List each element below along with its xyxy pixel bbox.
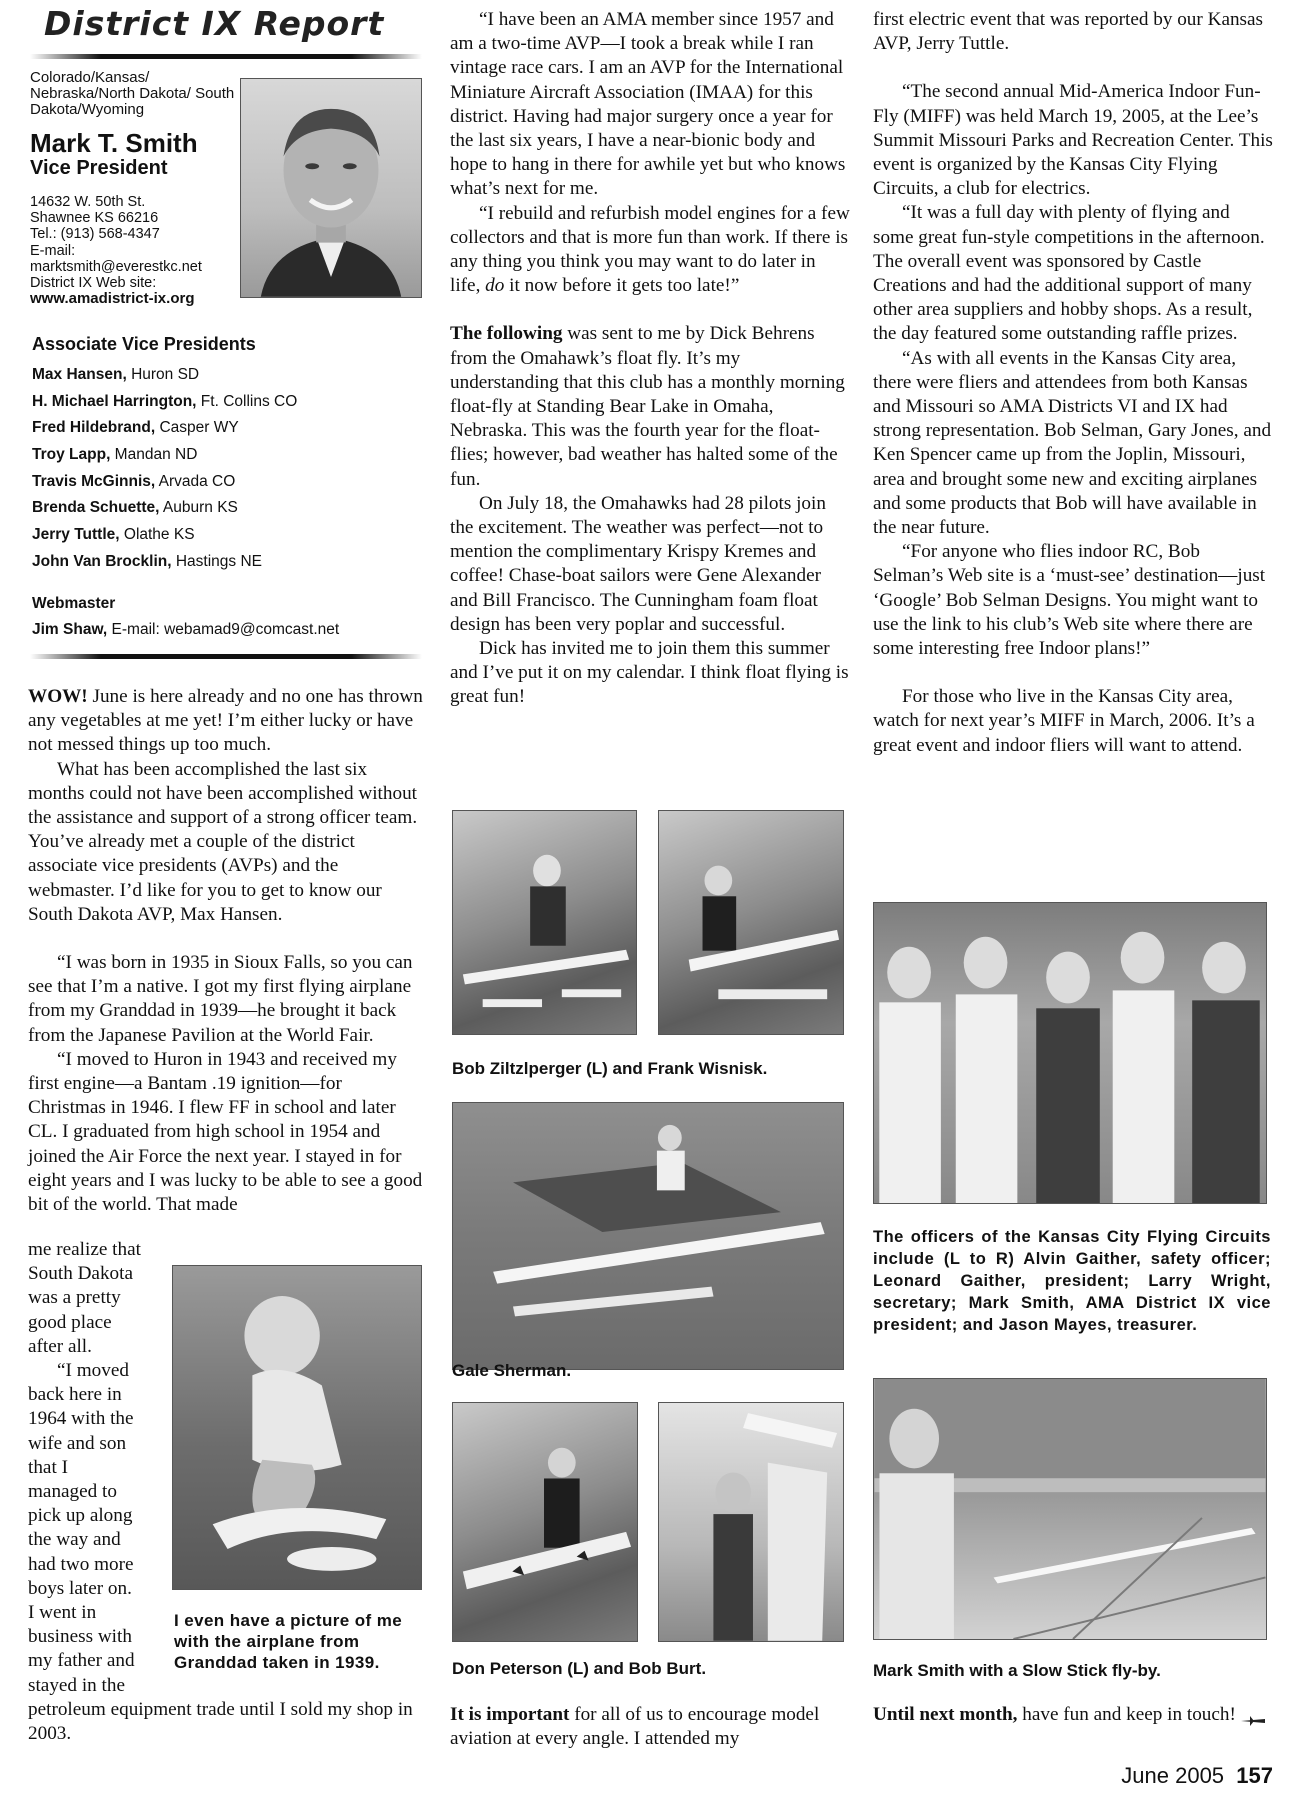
line: had two more xyxy=(28,1553,134,1575)
avp-item: Fred Hildebrand, Casper WY xyxy=(32,419,239,437)
biplane-illustration xyxy=(453,1403,637,1641)
paragraph: “It was a full day with plenty of flying and some great fun-style competitions in the afternoon. The overall event was sponsored by Castle Creations and had the additional support of many other area suppliers and hobby shops. As a result, the day featured some outstanding raffle prizes. xyxy=(873,202,1265,345)
paragraph: What has been accomplished the last six months could not have been accomplished without the assistance and support of a strong officer team. You’ve already met a couple of the district associate vice presidents (AVPs) and the webmaster. I’d like for you to get to know our South Dakota AVP, Max Hansen. xyxy=(28,758,418,925)
line: wife and son xyxy=(28,1432,127,1454)
avp-item: Max Hansen, Huron SD xyxy=(32,366,200,383)
avp-item: Troy Lapp, Mandan ND xyxy=(32,446,198,464)
paragraph: WOW! June is here already and no one has thrown any vegetables at me yet! I’m either lucky or have not messed things up too much. xyxy=(28,686,423,756)
line: I went in xyxy=(28,1602,97,1624)
paragraph: Dick has invited me to join them this summer and I’ve put it on my calendar. I think float flying is great fun! xyxy=(450,638,849,708)
portrait-illustration xyxy=(241,79,421,297)
avp-item: Travis McGinnis, Arvada CO xyxy=(32,472,236,490)
hall-illustration xyxy=(874,1379,1266,1639)
line: managed to xyxy=(28,1481,117,1503)
bob-burt-photo xyxy=(658,1402,844,1642)
avp-heading: Associate Vice Presidents xyxy=(32,334,256,354)
page-footer xyxy=(1121,1763,1273,1789)
line: stayed in the xyxy=(28,1674,125,1696)
paragraph: “I was born in 1935 in Sioux Falls, so you can see that I’m a native. I got my first flying airplane from my Granddad in 1939—he brought it back from the Japanese Pavilion at the World Fair. xyxy=(28,952,413,1046)
avp-item: H. Michael Harrington, Ft. Collins CO xyxy=(32,392,298,410)
line: business with xyxy=(28,1626,132,1648)
webmaster-heading: Webmaster xyxy=(32,595,116,612)
float-plane-illustration xyxy=(659,811,843,1034)
slow-stick-caption: Mark Smith with a Slow Stick fly-by. xyxy=(873,1661,1161,1680)
biplane-illustration xyxy=(659,1403,843,1641)
website-label: District IX Web site: xyxy=(30,275,157,292)
line: “I moved xyxy=(57,1360,129,1382)
officers-caption: The officers of the Kansas City Flying Circuits include (L to R) Alvin Gaither, safety officer; Leonard Gaither, president; Larry Wright, secretary; Mark Smith, AMA District IX vice president; and Jason Mayes, treasurer. xyxy=(873,1228,1271,1334)
line: good place xyxy=(28,1311,112,1333)
paragraph: On July 18, the Omahawks had 28 pilots join the excitement. The weather was perfect—not to mention the complimentary Krispy Kremes and coffee! Chase-boat sailors were Gene Alexander and Bill Francisco. The Cunningham foam float design has been very poplar and successful. xyxy=(450,492,826,635)
line: after all. xyxy=(28,1335,92,1357)
vp-contact xyxy=(30,194,260,307)
col1-end-paragraph: petroleum equipment trade until I sold my shop in 2003. xyxy=(28,1699,413,1745)
paragraph: “I rebuild and refurbish model engines for a few collectors and that is more fun than work. If there is any thing you think you may want to do later in life, do it now before it gets too late!” xyxy=(450,202,850,297)
gale-sherman-caption: Gale Sherman. xyxy=(452,1361,572,1380)
line: the way and xyxy=(28,1529,121,1551)
phone: Tel.: (913) 568-4347 xyxy=(30,226,160,243)
avp-list xyxy=(32,362,412,576)
issue-date: June 2005 xyxy=(1121,1763,1225,1788)
ama-logo-icon xyxy=(1240,1710,1266,1722)
email[interactable]: marktsmith@everestkc.net xyxy=(30,258,202,275)
header-bottom-rule xyxy=(30,654,422,659)
address-line-2: Shawnee KS 66216 xyxy=(30,210,159,227)
district-states: Colorado/Kansas/ Nebraska/North Dakota/ South Dakota/Wyoming xyxy=(30,69,235,118)
title-rule xyxy=(30,54,422,59)
group-illustration xyxy=(874,903,1266,1203)
col2-body xyxy=(450,8,850,710)
webmaster-line: Jim Shaw, E-mail: webamad9@comcast.net xyxy=(32,621,340,638)
float-plane-illustration xyxy=(453,811,636,1034)
email-label: E-mail: xyxy=(30,242,76,259)
child-illustration xyxy=(173,1266,421,1589)
paragraph: For those who live in the Kansas City area, watch for next year’s MIFF in March, 2006. It’s a great event and indoor fliers will want to attend. xyxy=(873,686,1255,756)
avp-item: Brenda Schuette, Auburn KS xyxy=(32,499,238,517)
paragraph: “The second annual Mid-America Indoor Fun-Fly (MIFF) was held March 19, 2005, at the Lee’s Summit Missouri Parks and Recreation Center. This event is organized by the Kansas City Flying Circuits, a club for electrics. xyxy=(873,81,1273,200)
paragraph: “For anyone who flies indoor RC, Bob Selman’s Web site is a ‘must-see’ destination—just ‘Google’ Bob Selman Designs. You might want to use the link to his club’s Web site where there are some interesting free Indoor plans!” xyxy=(873,541,1266,660)
line: my father and xyxy=(28,1650,135,1672)
line: back here in xyxy=(28,1384,122,1406)
paragraph: It is important for all of us to encourage model aviation at every angle. I attended my xyxy=(450,1704,820,1750)
float-fly-photo-left xyxy=(452,810,637,1035)
col3-closing xyxy=(873,1703,1273,1727)
col1-body xyxy=(28,685,424,1217)
paragraph: The following was sent to me by Dick Behrens from the Omahawk’s float fly. It’s my understanding that this club has a monthly morning float-fly at Standing Bear Lake in Omaha, Nebraska. This was the fourth year for the float-flies; however, bad weather has halted some of the fun. xyxy=(450,323,845,490)
float-fly-caption: Bob Ziltzlperger (L) and Frank Wisnisk. xyxy=(452,1059,768,1078)
child-photo xyxy=(172,1265,422,1590)
col2-closing xyxy=(450,1703,850,1751)
website-link[interactable]: www.amadistrict-ix.org xyxy=(30,290,195,308)
section-title: District IX Report xyxy=(44,4,385,43)
paragraph: “As with all events in the Kansas City area, there were fliers and attendees from both Kansas and Missouri so AMA Districts VI and IX had strong representation. Bob Selman, Gary Jones, and Ken Spencer came up from the Joplin, Missouri, area and brought some new and exciting airplanes and some products that Bob will have available in the near future. xyxy=(873,347,1272,539)
col3-body xyxy=(873,8,1273,758)
paragraph: “I have been an AMA member since 1957 and am a two-time AVP—I took a break while I ran vintage race cars. I am an AVP for the International Miniature Aircraft Association (IMAA) for this district. Having had major surgery once a year for the last six years, I have a near-bionic body and hope to hang in there for awhile yet but who knows what’s next for me. xyxy=(450,9,846,200)
line: was a pretty xyxy=(28,1287,121,1309)
child-photo-caption: I even have a picture of me with the airplane from Granddad taken in 1939. xyxy=(174,1611,403,1672)
vp-name: Mark T. Smith xyxy=(30,128,198,158)
line: pick up along xyxy=(28,1505,133,1527)
paragraph: Until next month, have fun and keep in touch! xyxy=(873,1703,1273,1727)
don-peterson-caption: Don Peterson (L) and Bob Burt. xyxy=(452,1659,707,1678)
vp-portrait-photo xyxy=(240,78,422,298)
kc-flying-circuits-officers-photo xyxy=(873,902,1267,1204)
float-fly-photo-right xyxy=(658,810,844,1035)
line: that I xyxy=(28,1456,68,1478)
line: South Dakota xyxy=(28,1263,133,1285)
slow-stick-photo xyxy=(873,1378,1267,1640)
col1-narrow-wrap xyxy=(28,1238,158,1698)
plane-illustration xyxy=(453,1103,843,1369)
gale-sherman-photo xyxy=(452,1102,844,1370)
paragraph: “I moved to Huron in 1943 and received my first engine—a Bantam .19 ignition—for Christmas in 1946. I flew FF in school and later CL. I graduated from high school in 1954 and joined the Air Force the next year. I stayed in for eight years and I was lucky to be able to see a good bit of the world. That made xyxy=(28,1048,423,1216)
avp-item: Jerry Tuttle, Olathe KS xyxy=(32,526,195,544)
page-number: 157 xyxy=(1236,1763,1273,1788)
line: me realize that xyxy=(28,1239,141,1260)
avp-item: John Van Brocklin, Hastings NE xyxy=(32,552,262,570)
line: 1964 with the xyxy=(28,1408,134,1430)
line: boys later on. xyxy=(28,1577,132,1599)
don-peterson-photo xyxy=(452,1402,638,1642)
vp-title: Vice President xyxy=(30,157,168,179)
paragraph: first electric event that was reported by our Kansas AVP, Jerry Tuttle. xyxy=(873,9,1263,55)
address-line-1: 14632 W. 50th St. xyxy=(30,194,146,210)
